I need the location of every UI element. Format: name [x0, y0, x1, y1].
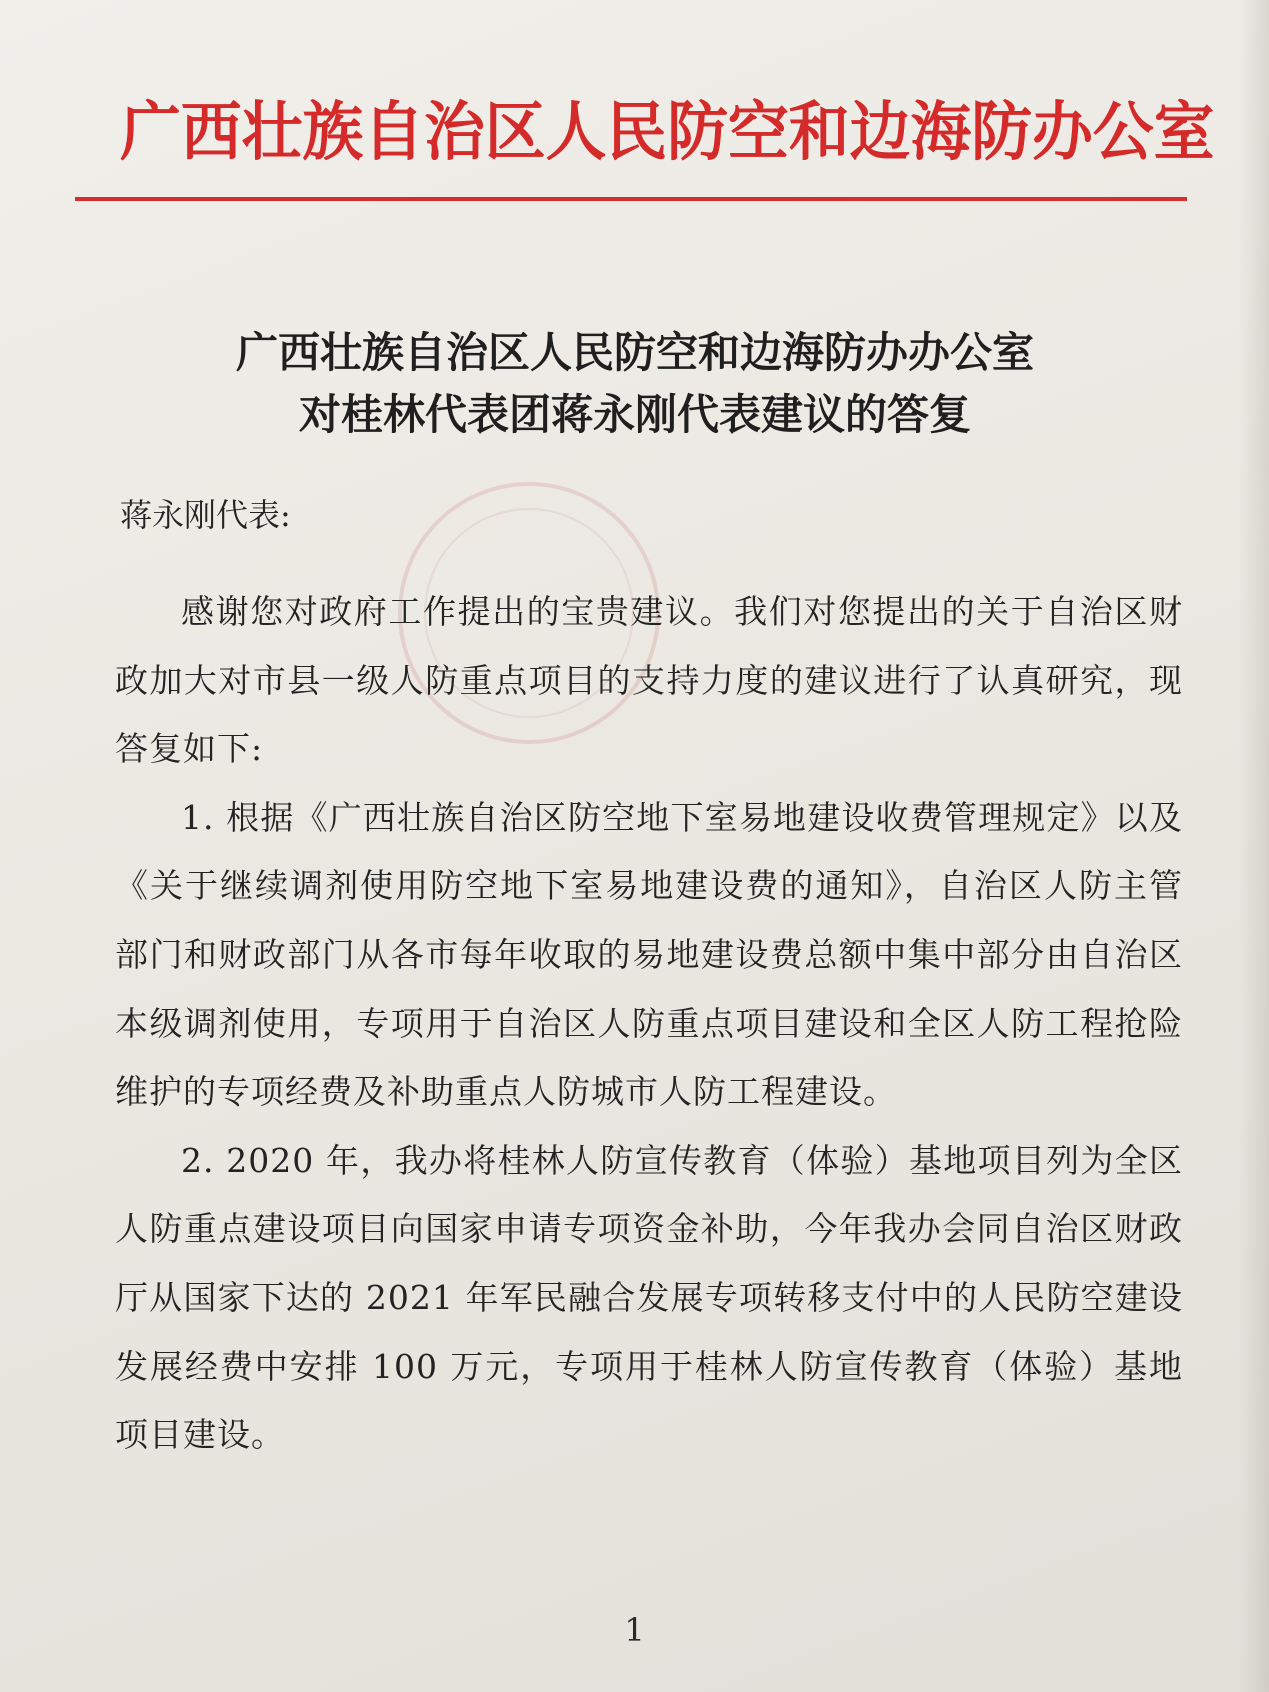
title-line-1: 广西壮族自治区人民防空和边海防办办公室: [235, 328, 1034, 377]
masthead-red-rule: [75, 197, 1187, 201]
body-paragraph-2: 1. 根据《广西壮族自治区防空地下室易地建设收费管理规定》以及《关于继续调剂使用防空地下室易地建设费的通知》，自治区人防主管部门和财政部门从各市每年收取的易地建设费总额中集中部分由自治区本级调剂使用，专项用于自治区人防重点项目建设和全区人防工程抢险维护的专项经费及补助重点人防城市人防工程建设。: [115, 797, 1183, 1112]
salutation: 蒋永刚代表:: [120, 496, 291, 534]
document-title: [60, 322, 1210, 446]
document-body: [115, 578, 1183, 1470]
title-line-2: 对桂林代表团蒋永刚代表建议的答复: [298, 390, 971, 439]
body-paragraph-3: 2. 2020 年，我办将桂林人防宣传教育（体验）基地项目列为全区人防重点建设项目向国家申请专项资金补助，今年我办会同自治区财政厅从国家下达的 2021 年军民融合发展专项转移支付中的人民防空建设发展经费中安排 100 万元，专项用于桂林人防宣传教育（体验）基地项目建设。: [115, 1140, 1183, 1455]
page-number: 1: [624, 1611, 645, 1649]
body-paragraph-1: 感谢您对政府工作提出的宝贵建议。我们对您提出的关于自治区财政加大对市县一级人防重点项目的支持力度的建议进行了认真研究，现答复如下:: [115, 592, 1183, 769]
masthead-title: 广西壮族自治区人民防空和边海防办公室: [120, 95, 1215, 170]
page-edge-shadow: [1239, 0, 1269, 1692]
